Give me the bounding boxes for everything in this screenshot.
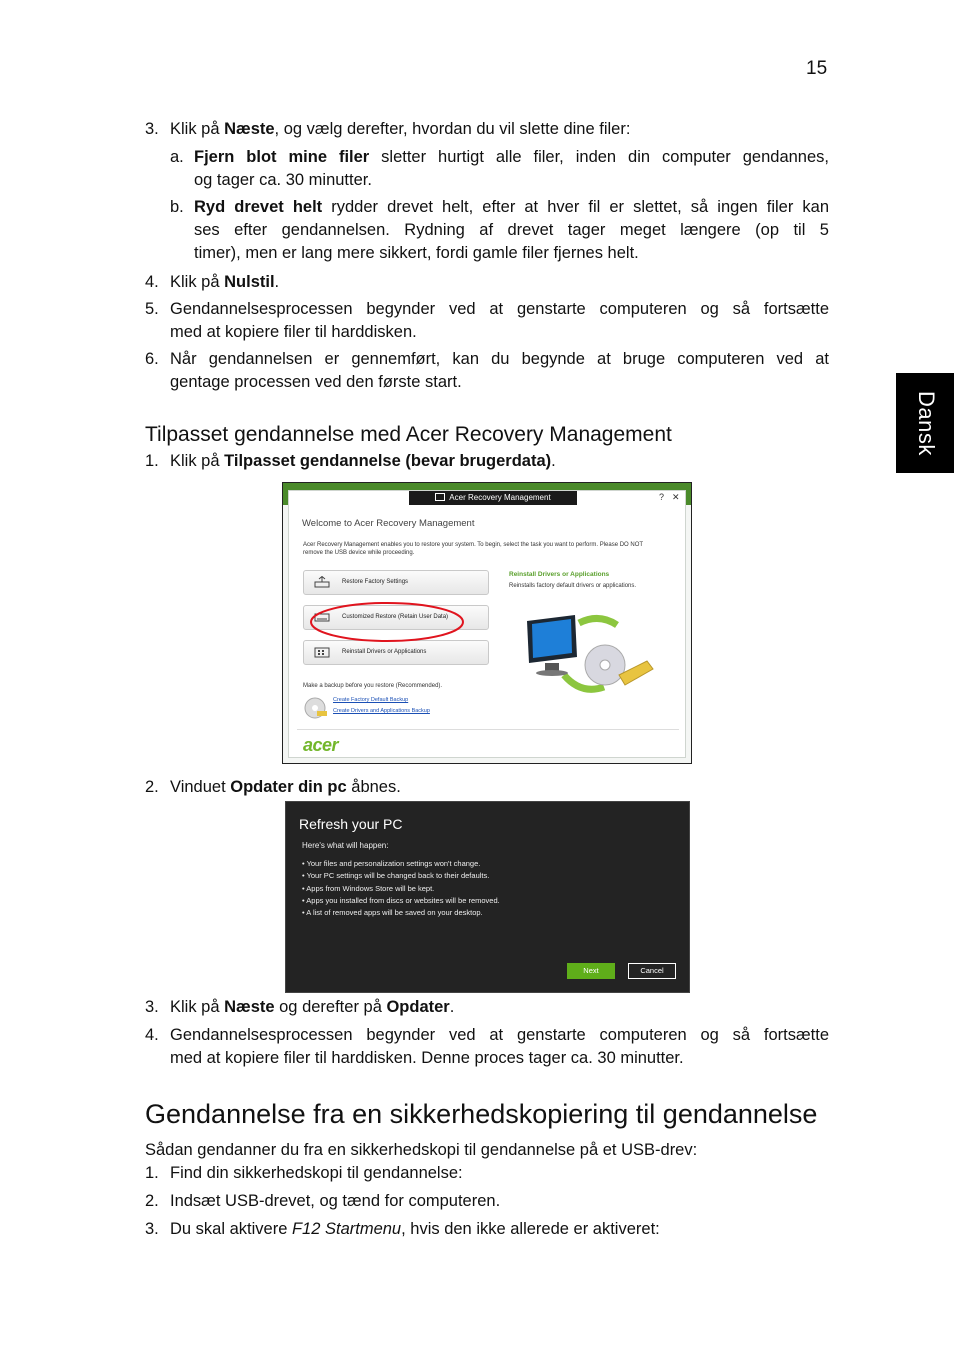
step-3-text: Klik på Næste, og vælg derefter, hvordan du vil slette dine filer: — [170, 120, 631, 138]
apps-icon — [314, 646, 330, 658]
refresh-list — [302, 858, 500, 919]
close-icon[interactable]: ✕ — [672, 492, 680, 502]
arm-description: Acer Recovery Management enables you to restore your system. To begin, select the task you want to perform. Please DO NOT remove the USB device while proceeding. — [303, 542, 644, 556]
refresh-title: Refresh your PC — [299, 816, 403, 832]
step-5-line2: med at kopiere filer til harddisken. — [170, 323, 417, 341]
arm-welcome: Welcome to Acer Recovery Management — [302, 518, 475, 529]
sub-a-line1: Fjern blot mine filer sletter hurtigt alle filer, inden din computer gendannes, — [194, 148, 829, 166]
sub-b-line3: timer), men er lang mere sikkert, fordi gamle filer fjernes helt. — [194, 244, 639, 262]
language-tab-label: Dansk — [914, 391, 939, 456]
sub-a-letter: a. — [170, 148, 184, 166]
step-4b-line1: Gendannelsesprocessen begynder ved at genstarte computeren og så fortsætte — [170, 1026, 829, 1044]
list-item: • Your files and personalization settings won't change. — [302, 859, 481, 868]
refresh-subtitle: Here's what will happen: — [302, 841, 389, 850]
reinstall-title: Reinstall Drivers or Applications — [509, 571, 610, 578]
step-number: 3. — [145, 120, 159, 138]
list-item: • Apps from Windows Store will be kept. — [302, 883, 435, 893]
reinstall-drivers-label: Reinstall Drivers or Applications — [342, 649, 427, 655]
factory-backup-link[interactable]: Create Factory Default Backup — [333, 697, 409, 703]
sub-b-letter: b. — [170, 198, 184, 216]
step-number: 3. — [145, 998, 159, 1016]
step-6-line1: Når gendannelsen er gennemført, kan du begynde at bruge computeren ved at — [170, 350, 829, 368]
sub-a-line2: og tager ca. 30 minutter. — [194, 171, 372, 189]
step-number: 3. — [145, 1220, 159, 1238]
next-button[interactable]: Next — [567, 963, 615, 979]
drivers-backup-link[interactable]: Create Drivers and Applications Backup — [333, 708, 430, 714]
backup-disc-icon — [303, 695, 329, 721]
reinstall-description: Reinstalls factory default drivers or applications. — [509, 583, 637, 589]
customized-restore-label: Customized Restore (Retain User Data) — [342, 614, 449, 620]
page-number: 15 — [806, 58, 828, 79]
step-1c-text: Find din sikkerhedskopi til gendannelse: — [170, 1164, 463, 1182]
step-5-line1: Gendannelsesprocessen begynder ved at genstarte computeren og så fortsætte — [170, 300, 829, 318]
computer-disc-illustration — [519, 613, 669, 695]
step-number: 2. — [145, 1192, 159, 1210]
section-heading: Tilpasset gendannelse med Acer Recovery Management — [145, 423, 672, 446]
step-3c-text: Du skal aktivere F12 Startmenu, hvis den ikke allerede er aktiveret: — [170, 1220, 660, 1238]
help-icon[interactable]: ? — [659, 492, 665, 502]
step-number: 6. — [145, 350, 159, 368]
main-heading: Gendannelse fra en sikkerhedskopiering til gendannelse — [145, 1099, 818, 1129]
step-4b-line2: med at kopiere filer til harddisken. Denne proces tager ca. 30 minutter. — [170, 1049, 684, 1067]
step-number: 4. — [145, 273, 159, 291]
list-item: • Apps you installed from discs or websites will be removed. — [302, 895, 500, 905]
step-2-text: Vinduet Opdater din pc åbnes. — [170, 778, 401, 796]
intro-text: Sådan gendanner du fra en sikkerhedskopi til gendannelse på et USB-drev: — [145, 1141, 698, 1159]
acer-recovery-screenshot — [282, 482, 692, 764]
backup-label: Make a backup before you restore (Recommended). — [303, 683, 443, 689]
arm-title: Acer Recovery Management — [409, 491, 577, 505]
step-number: 5. — [145, 300, 159, 318]
acer-logo: acer — [303, 735, 339, 755]
language-tab — [896, 373, 954, 473]
sub-b-line1: Ryd drevet helt rydder drevet helt, efter at hver fil er slettet, så ingen filer kan — [194, 198, 830, 216]
cancel-button[interactable]: Cancel — [628, 963, 676, 979]
step-1-text: Klik på Tilpasset gendannelse (bevar brugerdata). — [170, 452, 556, 470]
restore-icon — [314, 576, 330, 588]
restore-factory-button[interactable] — [303, 570, 489, 595]
step-4-text: Klik på Nulstil. — [170, 273, 280, 291]
list-item: • A list of removed apps will be saved on your desktop. — [302, 908, 483, 918]
step-number: 4. — [145, 1026, 159, 1044]
step-number: 1. — [145, 1164, 159, 1182]
highlight-ellipse — [307, 600, 467, 644]
restore-factory-label: Restore Factory Settings — [342, 579, 409, 585]
refresh-pc-screenshot — [285, 801, 690, 993]
step-number: 2. — [145, 778, 159, 796]
list-item: • Your PC settings will be changed back to their defaults. — [302, 871, 490, 881]
step-6-line2: gentage processen ved den første start. — [170, 373, 462, 391]
step-2c-text: Indsæt USB-drevet, og tænd for computeren. — [170, 1192, 501, 1210]
step-number: 1. — [145, 452, 159, 470]
step-3b-text: Klik på Næste og derefter på Opdater. — [170, 998, 455, 1016]
sub-b-line2: ses efter gendannelsen. Rydning af drevet tager meget længere (op til 5 — [194, 221, 829, 239]
